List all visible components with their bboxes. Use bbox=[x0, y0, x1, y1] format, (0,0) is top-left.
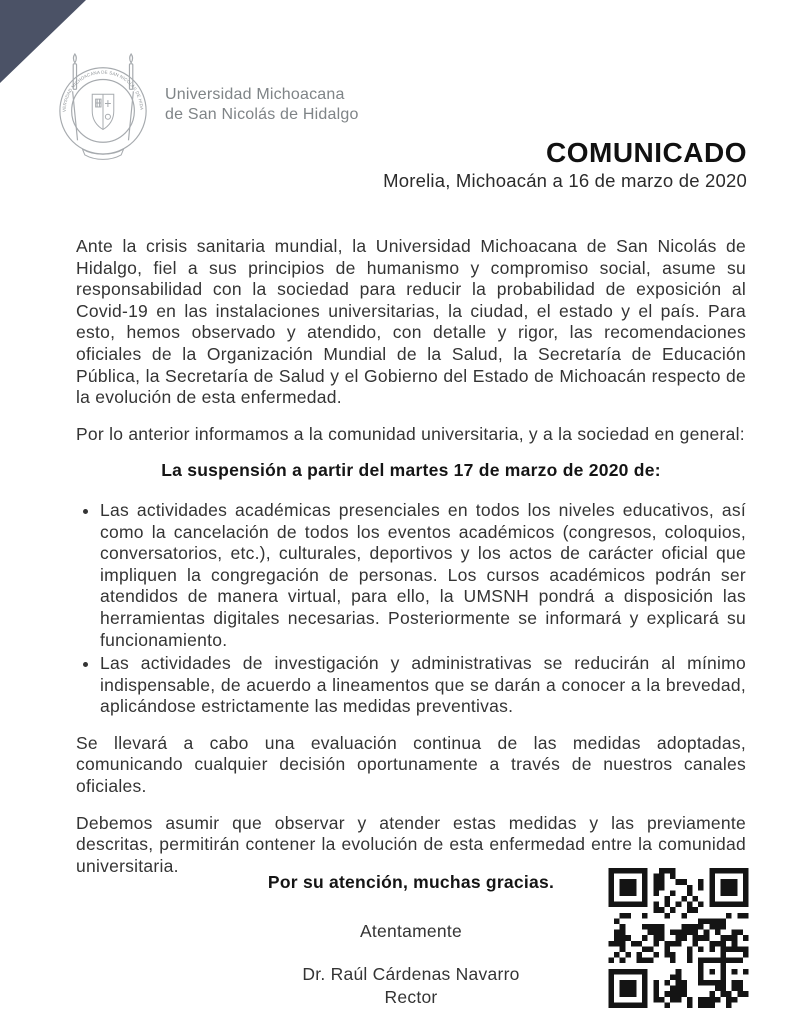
bullet-item-academic-activities: • Las actividades académicas presenciales en todos los niveles educativos, así como la cancelación de todos los eventos académicos (congresos, coloquios, conversatorios, etc.), culturales, deportivos y los actos de carácter oficial que impliquen la congregación de personas. Los cursos académicos podrán ser atendidos de manera virtual, para ello, la UMSNH pondrá a disposición las herramientas digitales necesarias. Posteriormente se informará y explicará su funcionamiento. bbox=[100, 500, 746, 651]
bullet-list bbox=[76, 500, 746, 718]
dateline: Morelia, Michoacán a 16 de marzo de 2020 bbox=[383, 170, 747, 191]
paragraph-intro: Ante la crisis sanitaria mundial, la Universidad Michoacana de San Nicolás de Hidalgo, fiel a sus principios de humanismo y compromiso social, asume su responsabilidad con la sociedad para reducir la probabilidad de exposición al Covid-19 en las instalaciones universitarias, la ciudad, el estado y el país. Para esto, hemos observado y atendido, con detalle y rigor, las recomendaciones oficiales de la Organización Mundial de la Salud, la Secretaría de Educación Pública, la Secretaría de Salud y el Gobierno del Estado de Michoacán respecto de la evolución de esta enfermedad. bbox=[76, 236, 746, 408]
bullet-item-research-admin: • Las actividades de investigación y administrativas se reducirán al mínimo indispensable, de acuerdo a lineamentos que se darán a conocer a la brevedad, aplicándose estrictamente las medidas preventivas. bbox=[100, 653, 746, 718]
page-title: COMUNICADO bbox=[546, 137, 747, 168]
institution-name bbox=[165, 85, 359, 125]
signer-name: Dr. Raúl Cárdenas Navarro bbox=[302, 964, 520, 985]
document-header bbox=[383, 139, 747, 192]
seal-ring-text: VERSIDAD MICHOACANA DE SAN NICOLÁS DE HIDA bbox=[61, 69, 145, 112]
paragraph-commitment: Debemos asumir que observar y atender estas medidas y las previamente descritas, permitirán contener la evolución de esta enfermedad entre la comunidad universitaria. bbox=[76, 812, 746, 876]
suspension-heading: La suspensión a partir del martes 17 de marzo de 2020 de: bbox=[161, 460, 661, 481]
institution-name-line1: Universidad Michoacana bbox=[165, 86, 345, 103]
paragraph-evaluation: Se llevará a cabo una evaluación continua de las medidas adoptadas, comunicando cualquier decisión oportunamente a través de nuestros canales oficiales. bbox=[76, 732, 746, 797]
salutation: Atentamente bbox=[360, 920, 462, 941]
institution-name-line2: de San Nicolás de Hidalgo bbox=[165, 106, 359, 123]
university-logo bbox=[54, 48, 359, 162]
qr-code-image bbox=[608, 868, 749, 1008]
signer-title: Rector bbox=[384, 986, 438, 1007]
thanks-line: Por su atención, muchas gracias. bbox=[267, 872, 555, 892]
document-body bbox=[76, 236, 746, 892]
paragraph-announce: Por lo anterior informamos a la comunidad universitaria, y a la sociedad en general: bbox=[76, 423, 745, 444]
university-seal-icon bbox=[54, 48, 152, 162]
seal-shield bbox=[92, 94, 114, 129]
